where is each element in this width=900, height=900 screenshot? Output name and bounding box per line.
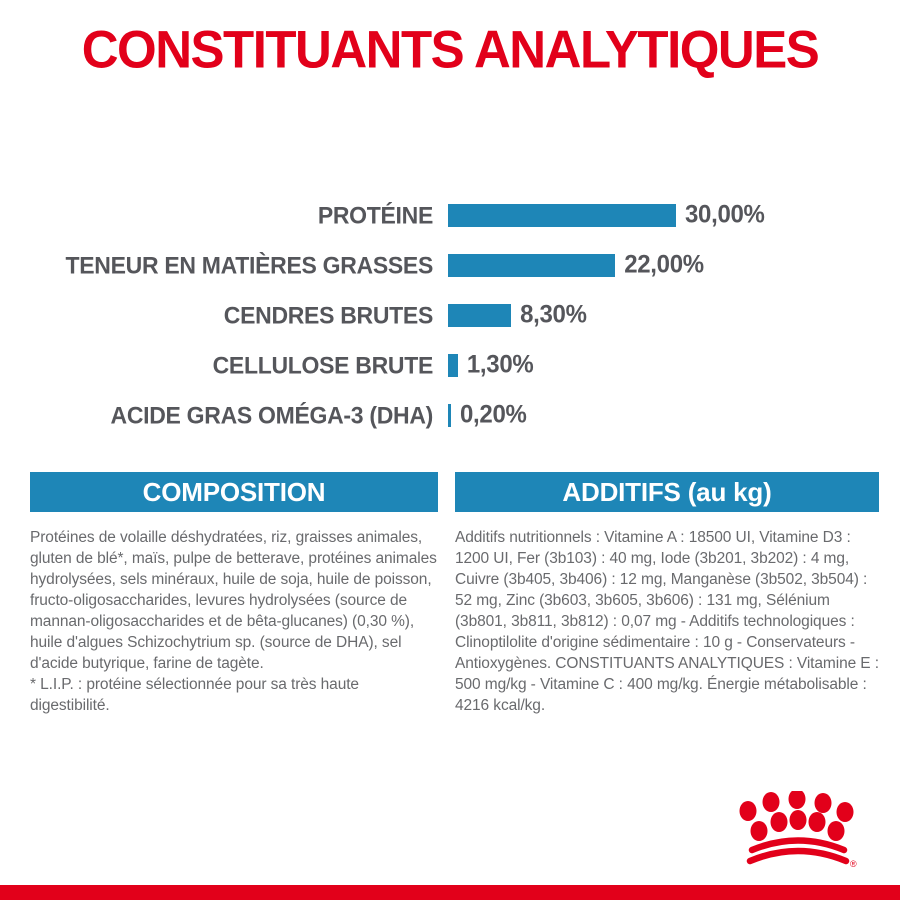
additives-body	[455, 527, 879, 716]
bar-track	[448, 404, 451, 427]
page-title: CONSTITUANTS ANALYTIQUES	[81, 19, 819, 80]
additives-section	[455, 472, 879, 716]
chart-label: CENDRES BRUTES	[223, 300, 433, 329]
chart-row-ash	[0, 290, 900, 340]
chart-row-omega3	[0, 390, 900, 440]
composition-section	[30, 472, 438, 716]
bottom-red-strip	[0, 885, 900, 900]
chart-value: 8,30%	[520, 300, 587, 329]
chart-row-fibre	[0, 340, 900, 390]
chart-label: PROTÉINE	[317, 200, 433, 229]
composition-text: Protéines de volaille déshydratées, riz, graisses animales, gluten de blé*, maïs, pulpe de betterave, protéines animales hydrolysées, sels minéraux, huile de soja, huile de poisson, fructo-oligosaccharides, levures hydrolysées (source de mannan-oligosaccharides et de bêta-glucanes) (0,30 %), huile d'algues Schizochytrium sp. (source de DHA), sel d'acide butyrique, farine de tagète.	[30, 529, 437, 672]
bar-track	[448, 304, 511, 327]
chart-row-protein	[0, 190, 900, 240]
registered-mark: ®	[850, 859, 857, 869]
chart-bar	[448, 204, 676, 227]
composition-header: COMPOSITION	[30, 472, 438, 512]
chart-row-fat	[0, 240, 900, 290]
chart-bar	[448, 254, 615, 277]
chart-value: 22,00%	[624, 250, 704, 279]
chart-value: 0,20%	[460, 400, 527, 429]
chart-label: TENEUR EN MATIÈRES GRASSES	[65, 250, 433, 279]
bar-track	[448, 204, 676, 227]
bar-track	[448, 254, 615, 277]
chart-bar	[448, 354, 458, 377]
chart-bar	[448, 404, 451, 427]
chart-label: ACIDE GRAS OMÉGA-3 (DHA)	[110, 400, 433, 429]
additives-header: ADDITIFS (au kg)	[455, 472, 879, 512]
additives-text: Additifs nutritionnels : Vitamine A : 18500 UI, Vitamine D3 : 1200 UI, Fer (3b103) : 40 mg, Iode (3b201, 3b202) : 4 mg, Cuivre (3b405, 3b406) : 12 mg, Manganèse (3b502, 3b504) : 52 mg, Zinc (3b603, 3b605, 3b606) : 131 mg, Sélénium (3b801, 3b811, 3b812) : 0,07 mg - Additifs technologiques : Clinoptilolite d'origine sédimentaire : 10 g - Conservateurs - Antioxygènes. CONSTITUANTS ANALYTIQUES : Vitamine E : 500 mg/kg - Vitamine C : 400 mg/kg. Énergie métabolisable : 4216 kcal/kg.	[455, 529, 879, 714]
bar-track	[448, 354, 458, 377]
royal-canin-crown-icon	[738, 791, 870, 875]
chart-value: 1,30%	[466, 350, 534, 379]
composition-body	[30, 527, 438, 716]
analytical-constituents-chart	[0, 190, 900, 440]
chart-value: 30,00%	[685, 200, 765, 229]
chart-label: CELLULOSE BRUTE	[212, 350, 433, 379]
chart-bar	[448, 304, 511, 327]
composition-footnote: * L.I.P. : protéine sélectionnée pour sa très haute digestibilité.	[30, 676, 359, 714]
